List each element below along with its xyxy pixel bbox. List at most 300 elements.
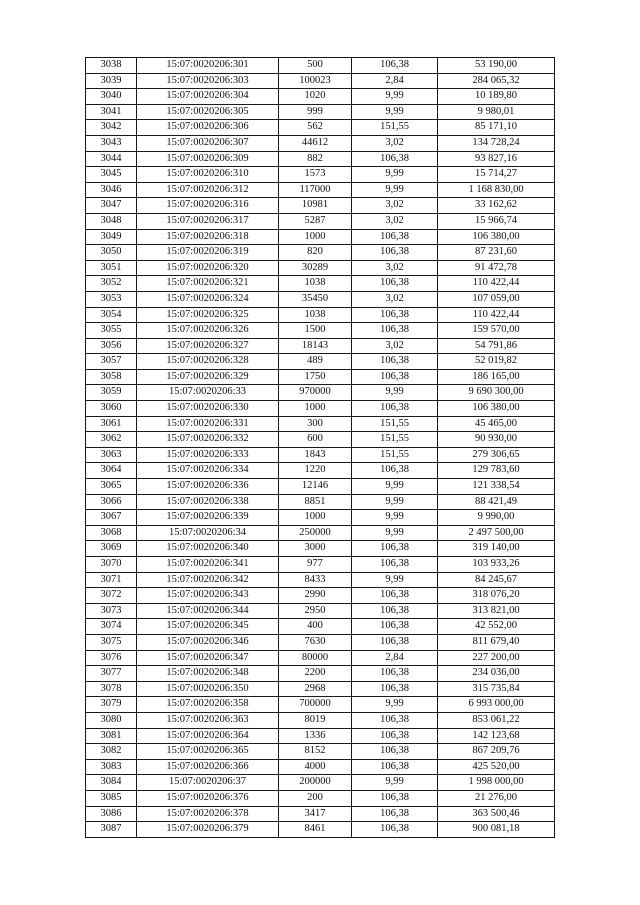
table-row <box>86 634 555 650</box>
value-cell: 87 231,60 <box>438 245 555 261</box>
area-cell: 300 <box>279 416 352 432</box>
row-number-cell: 3083 <box>86 759 137 775</box>
value-cell: 186 165,00 <box>438 369 555 385</box>
rate-cell: 151,55 <box>352 432 438 448</box>
table-row <box>86 213 555 229</box>
area-cell: 117000 <box>279 182 352 198</box>
value-cell: 10 189,80 <box>438 89 555 105</box>
value-cell: 853 061,22 <box>438 712 555 728</box>
value-cell: 93 827,16 <box>438 151 555 167</box>
row-number-cell: 3075 <box>86 634 137 650</box>
rate-cell: 106,38 <box>352 681 438 697</box>
rate-cell: 151,55 <box>352 447 438 463</box>
table-row <box>86 463 555 479</box>
area-cell: 12146 <box>279 479 352 495</box>
area-cell: 2950 <box>279 603 352 619</box>
table-row <box>86 58 555 74</box>
table-row <box>86 104 555 120</box>
rate-cell: 106,38 <box>352 229 438 245</box>
cadastral-number-cell: 15:07:0020206:304 <box>137 89 279 105</box>
row-number-cell: 3081 <box>86 728 137 744</box>
rate-cell: 106,38 <box>352 603 438 619</box>
cadastral-number-cell: 15:07:0020206:363 <box>137 712 279 728</box>
row-number-cell: 3076 <box>86 650 137 666</box>
table-row <box>86 135 555 151</box>
value-cell: 142 123,68 <box>438 728 555 744</box>
rate-cell: 106,38 <box>352 354 438 370</box>
cadastral-number-cell: 15:07:0020206:310 <box>137 167 279 183</box>
rate-cell: 106,38 <box>352 401 438 417</box>
table-row <box>86 401 555 417</box>
area-cell: 1038 <box>279 276 352 292</box>
area-cell: 5287 <box>279 213 352 229</box>
table-row <box>86 681 555 697</box>
row-number-cell: 3063 <box>86 447 137 463</box>
table-body <box>86 58 555 838</box>
cadastral-number-cell: 15:07:0020206:324 <box>137 291 279 307</box>
cadastral-number-cell: 15:07:0020206:37 <box>137 775 279 791</box>
value-cell: 103 933,26 <box>438 557 555 573</box>
row-number-cell: 3082 <box>86 744 137 760</box>
value-cell: 110 422,44 <box>438 276 555 292</box>
table-row <box>86 369 555 385</box>
value-cell: 318 076,20 <box>438 588 555 604</box>
area-cell: 1000 <box>279 510 352 526</box>
area-cell: 500 <box>279 58 352 74</box>
area-cell: 8433 <box>279 572 352 588</box>
value-cell: 110 422,44 <box>438 307 555 323</box>
value-cell: 867 209,76 <box>438 744 555 760</box>
cadastral-number-cell: 15:07:0020206:342 <box>137 572 279 588</box>
row-number-cell: 3041 <box>86 104 137 120</box>
table-row <box>86 666 555 682</box>
value-cell: 15 966,74 <box>438 213 555 229</box>
rate-cell: 106,38 <box>352 463 438 479</box>
row-number-cell: 3057 <box>86 354 137 370</box>
table-row <box>86 650 555 666</box>
rate-cell: 106,38 <box>352 634 438 650</box>
area-cell: 1843 <box>279 447 352 463</box>
cadastral-number-cell: 15:07:0020206:338 <box>137 494 279 510</box>
value-cell: 159 570,00 <box>438 323 555 339</box>
value-cell: 84 245,67 <box>438 572 555 588</box>
cadastral-number-cell: 15:07:0020206:358 <box>137 697 279 713</box>
value-cell: 425 520,00 <box>438 759 555 775</box>
cadastral-number-cell: 15:07:0020206:350 <box>137 681 279 697</box>
value-cell: 91 472,78 <box>438 260 555 276</box>
cadastral-number-cell: 15:07:0020206:316 <box>137 198 279 214</box>
row-number-cell: 3059 <box>86 385 137 401</box>
table-row <box>86 120 555 136</box>
row-number-cell: 3040 <box>86 89 137 105</box>
value-cell: 21 276,00 <box>438 790 555 806</box>
row-number-cell: 3070 <box>86 557 137 573</box>
cadastral-number-cell: 15:07:0020206:318 <box>137 229 279 245</box>
row-number-cell: 3060 <box>86 401 137 417</box>
table-row <box>86 588 555 604</box>
area-cell: 8461 <box>279 822 352 838</box>
value-cell: 9 980,01 <box>438 104 555 120</box>
row-number-cell: 3087 <box>86 822 137 838</box>
table-row <box>86 510 555 526</box>
area-cell: 200 <box>279 790 352 806</box>
table-row <box>86 619 555 635</box>
cadastral-number-cell: 15:07:0020206:333 <box>137 447 279 463</box>
row-number-cell: 3074 <box>86 619 137 635</box>
rate-cell: 106,38 <box>352 759 438 775</box>
table-row <box>86 323 555 339</box>
row-number-cell: 3056 <box>86 338 137 354</box>
row-number-cell: 3069 <box>86 541 137 557</box>
row-number-cell: 3042 <box>86 120 137 136</box>
table-row <box>86 759 555 775</box>
rate-cell: 9,99 <box>352 775 438 791</box>
table-row <box>86 89 555 105</box>
area-cell: 562 <box>279 120 352 136</box>
value-cell: 121 338,54 <box>438 479 555 495</box>
area-cell: 1500 <box>279 323 352 339</box>
rate-cell: 3,02 <box>352 198 438 214</box>
row-number-cell: 3052 <box>86 276 137 292</box>
row-number-cell: 3080 <box>86 712 137 728</box>
table-row <box>86 822 555 838</box>
rate-cell: 9,99 <box>352 525 438 541</box>
value-cell: 319 140,00 <box>438 541 555 557</box>
value-cell: 363 500,46 <box>438 806 555 822</box>
cadastral-number-cell: 15:07:0020206:328 <box>137 354 279 370</box>
table-row <box>86 790 555 806</box>
cadastral-number-cell: 15:07:0020206:307 <box>137 135 279 151</box>
area-cell: 200000 <box>279 775 352 791</box>
area-cell: 3417 <box>279 806 352 822</box>
cadastral-number-cell: 15:07:0020206:332 <box>137 432 279 448</box>
rate-cell: 9,99 <box>352 510 438 526</box>
row-number-cell: 3055 <box>86 323 137 339</box>
table-row <box>86 525 555 541</box>
value-cell: 85 171,10 <box>438 120 555 136</box>
cadastral-number-cell: 15:07:0020206:345 <box>137 619 279 635</box>
value-cell: 45 465,00 <box>438 416 555 432</box>
cadastral-number-cell: 15:07:0020206:320 <box>137 260 279 276</box>
row-number-cell: 3067 <box>86 510 137 526</box>
row-number-cell: 3071 <box>86 572 137 588</box>
value-cell: 134 728,24 <box>438 135 555 151</box>
value-cell: 88 421,49 <box>438 494 555 510</box>
rate-cell: 106,38 <box>352 806 438 822</box>
area-cell: 882 <box>279 151 352 167</box>
area-cell: 1020 <box>279 89 352 105</box>
cadastral-number-cell: 15:07:0020206:321 <box>137 276 279 292</box>
area-cell: 8152 <box>279 744 352 760</box>
rate-cell: 106,38 <box>352 619 438 635</box>
value-cell: 234 036,00 <box>438 666 555 682</box>
table-row <box>86 728 555 744</box>
rate-cell: 106,38 <box>352 541 438 557</box>
cadastral-number-cell: 15:07:0020206:33 <box>137 385 279 401</box>
rate-cell: 106,38 <box>352 744 438 760</box>
table-row <box>86 775 555 791</box>
cadastral-number-cell: 15:07:0020206:379 <box>137 822 279 838</box>
table-row <box>86 385 555 401</box>
cadastral-number-cell: 15:07:0020206:364 <box>137 728 279 744</box>
rate-cell: 9,99 <box>352 479 438 495</box>
rate-cell: 106,38 <box>352 245 438 261</box>
cadastral-number-cell: 15:07:0020206:366 <box>137 759 279 775</box>
cadastral-number-cell: 15:07:0020206:348 <box>137 666 279 682</box>
area-cell: 8851 <box>279 494 352 510</box>
rate-cell: 106,38 <box>352 151 438 167</box>
row-number-cell: 3049 <box>86 229 137 245</box>
cadastral-number-cell: 15:07:0020206:325 <box>137 307 279 323</box>
table-row <box>86 447 555 463</box>
rate-cell: 3,02 <box>352 291 438 307</box>
area-cell: 2990 <box>279 588 352 604</box>
table-row <box>86 291 555 307</box>
value-cell: 106 380,00 <box>438 401 555 417</box>
value-cell: 129 783,60 <box>438 463 555 479</box>
table-row <box>86 229 555 245</box>
area-cell: 35450 <box>279 291 352 307</box>
cadastral-number-cell: 15:07:0020206:312 <box>137 182 279 198</box>
area-cell: 4000 <box>279 759 352 775</box>
area-cell: 1336 <box>279 728 352 744</box>
row-number-cell: 3044 <box>86 151 137 167</box>
cadastral-number-cell: 15:07:0020206:34 <box>137 525 279 541</box>
table-row <box>86 354 555 370</box>
cadastral-number-cell: 15:07:0020206:347 <box>137 650 279 666</box>
value-cell: 1 168 830,00 <box>438 182 555 198</box>
row-number-cell: 3079 <box>86 697 137 713</box>
rate-cell: 9,99 <box>352 89 438 105</box>
value-cell: 54 791,86 <box>438 338 555 354</box>
table-row <box>86 182 555 198</box>
row-number-cell: 3038 <box>86 58 137 74</box>
area-cell: 30289 <box>279 260 352 276</box>
rate-cell: 3,02 <box>352 338 438 354</box>
value-cell: 106 380,00 <box>438 229 555 245</box>
table-row <box>86 494 555 510</box>
cadastral-number-cell: 15:07:0020206:303 <box>137 73 279 89</box>
table-row <box>86 432 555 448</box>
rate-cell: 151,55 <box>352 120 438 136</box>
area-cell: 489 <box>279 354 352 370</box>
row-number-cell: 3053 <box>86 291 137 307</box>
row-number-cell: 3065 <box>86 479 137 495</box>
area-cell: 44612 <box>279 135 352 151</box>
row-number-cell: 3046 <box>86 182 137 198</box>
table-row <box>86 806 555 822</box>
cadastral-number-cell: 15:07:0020206:309 <box>137 151 279 167</box>
rate-cell: 9,99 <box>352 697 438 713</box>
area-cell: 977 <box>279 557 352 573</box>
value-cell: 284 065,32 <box>438 73 555 89</box>
table-row <box>86 307 555 323</box>
row-number-cell: 3072 <box>86 588 137 604</box>
area-cell: 1000 <box>279 401 352 417</box>
cadastral-number-cell: 15:07:0020206:329 <box>137 369 279 385</box>
value-cell: 2 497 500,00 <box>438 525 555 541</box>
row-number-cell: 3078 <box>86 681 137 697</box>
cadastral-number-cell: 15:07:0020206:376 <box>137 790 279 806</box>
cadastral-number-cell: 15:07:0020206:317 <box>137 213 279 229</box>
row-number-cell: 3077 <box>86 666 137 682</box>
table-row <box>86 245 555 261</box>
table-row <box>86 151 555 167</box>
cadastral-number-cell: 15:07:0020206:319 <box>137 245 279 261</box>
area-cell: 1038 <box>279 307 352 323</box>
value-cell: 90 930,00 <box>438 432 555 448</box>
cadastral-number-cell: 15:07:0020206:339 <box>137 510 279 526</box>
table-row <box>86 697 555 713</box>
table-row <box>86 416 555 432</box>
table-row <box>86 557 555 573</box>
value-cell: 42 552,00 <box>438 619 555 635</box>
row-number-cell: 3054 <box>86 307 137 323</box>
value-cell: 53 190,00 <box>438 58 555 74</box>
row-number-cell: 3048 <box>86 213 137 229</box>
rate-cell: 9,99 <box>352 494 438 510</box>
value-cell: 33 162,62 <box>438 198 555 214</box>
rate-cell: 106,38 <box>352 666 438 682</box>
table-row <box>86 572 555 588</box>
table-row <box>86 744 555 760</box>
area-cell: 1000 <box>279 229 352 245</box>
area-cell: 820 <box>279 245 352 261</box>
value-cell: 9 690 300,00 <box>438 385 555 401</box>
rate-cell: 3,02 <box>352 135 438 151</box>
area-cell: 7630 <box>279 634 352 650</box>
value-cell: 279 306,65 <box>438 447 555 463</box>
row-number-cell: 3043 <box>86 135 137 151</box>
area-cell: 400 <box>279 619 352 635</box>
value-cell: 15 714,27 <box>438 167 555 183</box>
rate-cell: 106,38 <box>352 323 438 339</box>
rate-cell: 106,38 <box>352 728 438 744</box>
rate-cell: 106,38 <box>352 58 438 74</box>
cadastral-number-cell: 15:07:0020206:326 <box>137 323 279 339</box>
cadastral-number-cell: 15:07:0020206:336 <box>137 479 279 495</box>
row-number-cell: 3084 <box>86 775 137 791</box>
cadastral-number-cell: 15:07:0020206:327 <box>137 338 279 354</box>
area-cell: 80000 <box>279 650 352 666</box>
row-number-cell: 3061 <box>86 416 137 432</box>
cadastral-number-cell: 15:07:0020206:341 <box>137 557 279 573</box>
row-number-cell: 3047 <box>86 198 137 214</box>
data-table <box>85 57 555 838</box>
area-cell: 999 <box>279 104 352 120</box>
value-cell: 107 059,00 <box>438 291 555 307</box>
area-cell: 3000 <box>279 541 352 557</box>
rate-cell: 3,02 <box>352 213 438 229</box>
table-row <box>86 276 555 292</box>
value-cell: 52 019,82 <box>438 354 555 370</box>
row-number-cell: 3085 <box>86 790 137 806</box>
value-cell: 1 998 000,00 <box>438 775 555 791</box>
row-number-cell: 3062 <box>86 432 137 448</box>
rate-cell: 106,38 <box>352 790 438 806</box>
area-cell: 100023 <box>279 73 352 89</box>
row-number-cell: 3051 <box>86 260 137 276</box>
cadastral-number-cell: 15:07:0020206:334 <box>137 463 279 479</box>
rate-cell: 9,99 <box>352 385 438 401</box>
value-cell: 900 081,18 <box>438 822 555 838</box>
rate-cell: 9,99 <box>352 182 438 198</box>
value-cell: 9 990,00 <box>438 510 555 526</box>
area-cell: 10981 <box>279 198 352 214</box>
rate-cell: 106,38 <box>352 588 438 604</box>
area-cell: 1220 <box>279 463 352 479</box>
value-cell: 315 735,84 <box>438 681 555 697</box>
cadastral-number-cell: 15:07:0020206:340 <box>137 541 279 557</box>
rate-cell: 106,38 <box>352 369 438 385</box>
cadastral-number-cell: 15:07:0020206:330 <box>137 401 279 417</box>
table-row <box>86 338 555 354</box>
rate-cell: 106,38 <box>352 557 438 573</box>
area-cell: 18143 <box>279 338 352 354</box>
area-cell: 600 <box>279 432 352 448</box>
rate-cell: 9,99 <box>352 572 438 588</box>
cadastral-number-cell: 15:07:0020206:344 <box>137 603 279 619</box>
cadastral-number-cell: 15:07:0020206:306 <box>137 120 279 136</box>
cadastral-number-cell: 15:07:0020206:331 <box>137 416 279 432</box>
table-row <box>86 167 555 183</box>
row-number-cell: 3068 <box>86 525 137 541</box>
rate-cell: 9,99 <box>352 167 438 183</box>
rate-cell: 106,38 <box>352 276 438 292</box>
row-number-cell: 3039 <box>86 73 137 89</box>
area-cell: 1573 <box>279 167 352 183</box>
rate-cell: 9,99 <box>352 104 438 120</box>
area-cell: 700000 <box>279 697 352 713</box>
row-number-cell: 3066 <box>86 494 137 510</box>
table-row <box>86 260 555 276</box>
row-number-cell: 3073 <box>86 603 137 619</box>
area-cell: 8019 <box>279 712 352 728</box>
area-cell: 2968 <box>279 681 352 697</box>
row-number-cell: 3086 <box>86 806 137 822</box>
rate-cell: 151,55 <box>352 416 438 432</box>
rate-cell: 3,02 <box>352 260 438 276</box>
cadastral-number-cell: 15:07:0020206:365 <box>137 744 279 760</box>
area-cell: 2200 <box>279 666 352 682</box>
cadastral-number-cell: 15:07:0020206:378 <box>137 806 279 822</box>
table-row <box>86 198 555 214</box>
value-cell: 811 679,40 <box>438 634 555 650</box>
area-cell: 250000 <box>279 525 352 541</box>
rate-cell: 106,38 <box>352 822 438 838</box>
row-number-cell: 3050 <box>86 245 137 261</box>
row-number-cell: 3058 <box>86 369 137 385</box>
cadastral-number-cell: 15:07:0020206:301 <box>137 58 279 74</box>
value-cell: 227 200,00 <box>438 650 555 666</box>
cadastral-number-cell: 15:07:0020206:346 <box>137 634 279 650</box>
rate-cell: 106,38 <box>352 712 438 728</box>
value-cell: 6 993 000,00 <box>438 697 555 713</box>
table-row <box>86 603 555 619</box>
area-cell: 1750 <box>279 369 352 385</box>
table-row <box>86 73 555 89</box>
rate-cell: 2,84 <box>352 650 438 666</box>
rate-cell: 106,38 <box>352 307 438 323</box>
table-row <box>86 712 555 728</box>
table-row <box>86 479 555 495</box>
area-cell: 970000 <box>279 385 352 401</box>
value-cell: 313 821,00 <box>438 603 555 619</box>
rate-cell: 2,84 <box>352 73 438 89</box>
cadastral-number-cell: 15:07:0020206:343 <box>137 588 279 604</box>
cadastral-number-cell: 15:07:0020206:305 <box>137 104 279 120</box>
row-number-cell: 3064 <box>86 463 137 479</box>
